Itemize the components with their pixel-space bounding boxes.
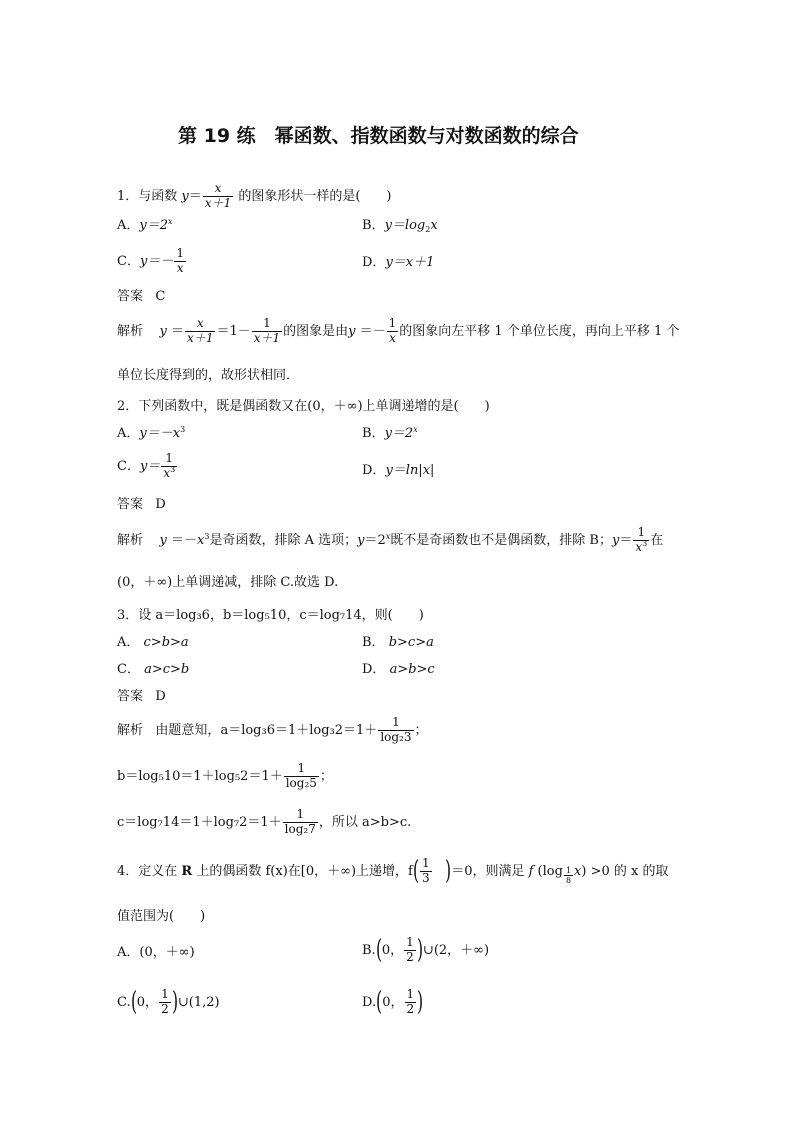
q3-answer: 答案 D	[117, 689, 166, 704]
q1-analysis-line2: 单位长度得到的，故形状相同．	[117, 368, 300, 383]
question-2-stem: 2．下列函数中，既是偶函数又在(0，＋∞)上单调递增的是( )	[117, 399, 490, 414]
q4-stem-line2: 值范围为( )	[117, 909, 206, 924]
q3-option-c: C． a>c>b	[117, 662, 190, 677]
q2-option-d: D．y＝ln|x|	[362, 463, 435, 478]
q1-answer: 答案 C	[117, 289, 166, 304]
q3-option-a: A． c>b>a	[117, 635, 189, 650]
q3-option-b: B． b>c>a	[362, 635, 434, 650]
q2-answer: 答案 D	[117, 497, 166, 512]
q2-option-a: A．$y=-x^3$	[117, 425, 186, 441]
question-4-stem: 4．定义在 R 上的偶函数 f(x)在[0，＋∞)上递增，f( $\frac{1}{3}$ )＝0，则满足 f (log $\frac{1}{8}$ x) >0 的 x 的取	[117, 855, 669, 886]
q2-analysis: 解析 $y =-x^3$是奇函数，排除 A 选项；$y=2^x$既不是奇函数也不是偶函数，排除 B；y＝ $\frac{1}{x^3}$ 在	[117, 525, 664, 554]
page-title: 第 19 练 幂函数、指数函数与对数函数的综合	[178, 125, 579, 147]
q2-option-c: C．y＝ $\frac{1}{x^3}$	[117, 451, 176, 480]
q3-analysis-a: 解析 由题意知，a＝log₃6＝1＋log₃2＝1＋ $\frac{1}{\text{log₂3}}$ ；	[117, 715, 428, 744]
q1-option-c: C．y＝－ $\frac{1}{x}$	[117, 246, 184, 275]
fraction: $\frac{x}{x+1}$	[204, 181, 232, 210]
q3-option-d: D． a>b>c	[362, 662, 435, 677]
q1-option-b: B．$y=\log_2x$	[362, 218, 438, 234]
q1-analysis: 解析 y ＝ $\frac{x}{x+1}$ ＝1－ $\frac{1}{x+1}$ 的图象是由y ＝－ $\frac{1}{x}$ 的图象向左平移 1 个单位长度，再向上平移 1 个	[117, 316, 680, 345]
q3-analysis-c: c＝log₇14＝1＋log₇2＝1＋ $\frac{1}{\text{log₂7}}$ ，所以 a>b>c.	[117, 807, 412, 836]
q1-option-a: A．$y=2^x$	[117, 217, 173, 233]
q2-option-b: B．$y=2^x$	[362, 425, 418, 441]
q4-option-a: A．(0，＋∞)	[117, 945, 195, 960]
q3-analysis-b: b＝log₅10＝1＋log₅2＝1＋ $\frac{1}{\text{log₂5}}$ ；	[117, 761, 333, 790]
q1-option-d: D．y＝x＋1	[362, 255, 435, 270]
q2-analysis-line2: (0，＋∞)上单调递减，排除 C.故选 D.	[117, 575, 339, 590]
question-3-stem: 3．设 a＝log₃6，b＝log₅10，c＝log₇14，则( )	[117, 608, 424, 623]
q4-option-b: B.(0， $\frac{1}{2}$ )∪(2，＋∞)	[362, 934, 490, 965]
question-1-stem: 1．与函数 y＝ $\frac{x}{x+1}$ 的图象形状一样的是( )	[117, 181, 392, 210]
q4-option-c: C.(0， $\frac{1}{2}$ )∪(1,2)	[117, 986, 220, 1017]
q4-option-d: D.(0， $\frac{1}{2}$ )	[362, 986, 424, 1017]
